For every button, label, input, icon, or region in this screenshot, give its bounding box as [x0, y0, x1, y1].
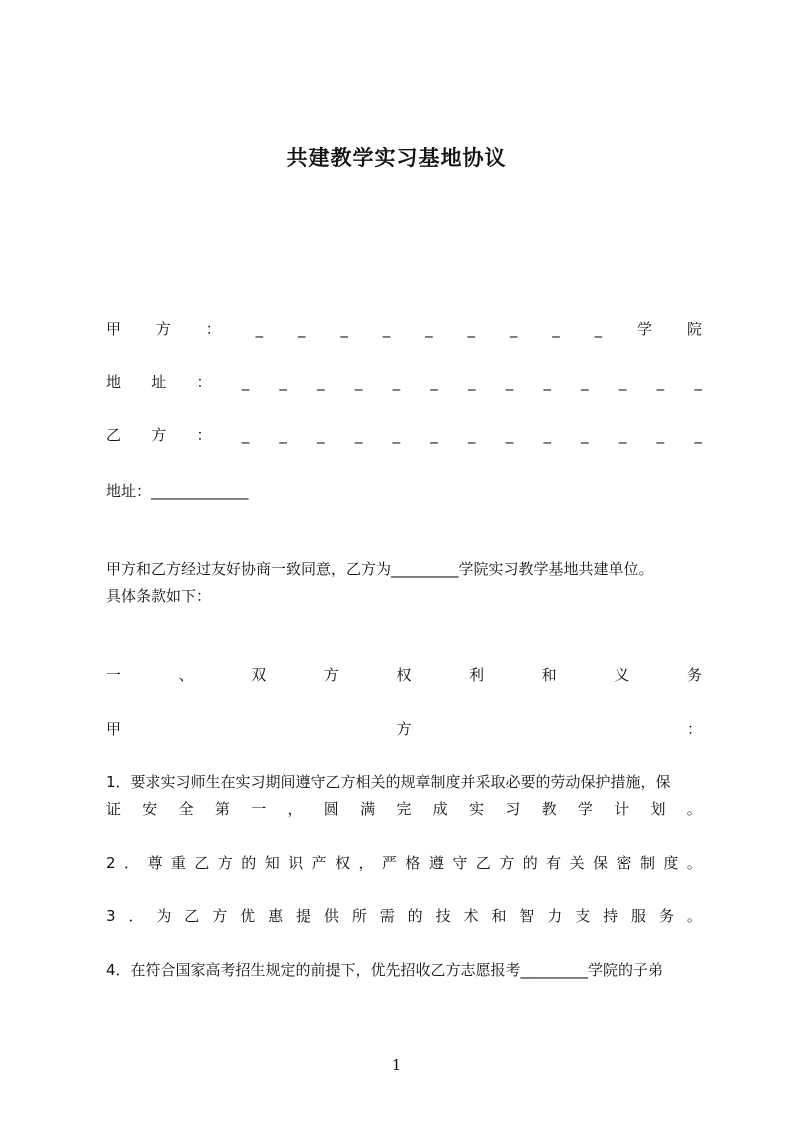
party-b-label-2: 方: [151, 426, 167, 444]
address-b-line: 地址：_____________: [106, 482, 249, 500]
address-a-label-1: 地: [106, 373, 122, 391]
party-a-suffix-2: 院: [686, 320, 702, 338]
party-a-heading: 甲 方 ：: [106, 720, 702, 738]
party-a-label-1: 甲: [106, 320, 122, 338]
clause-1-line-1: 1．要求实习师生在实习期间遵守乙方相关的规章制度并采取必要的劳动保护措施，保: [106, 773, 671, 791]
party-a-colon: ：: [205, 320, 221, 338]
section-heading-rights: 一 、 双 方 权 利 和 义 务: [106, 666, 702, 684]
clause-2: 2 ． 尊 重 乙 方 的 知 识 产 权 ， 严 格 遵 守 乙 方 的 有 关 保 密 制 度 。: [106, 854, 702, 872]
address-a-label-2: 址: [151, 373, 167, 391]
address-a-colon: ：: [196, 373, 212, 391]
clause-1-line-2: 证 安 全 第 一 ， 圆 满 完 成 实 习 教 学 计 划 。: [106, 800, 702, 818]
document-title: 共建教学实习基地协议: [286, 146, 507, 170]
party-a-label-2: 方: [155, 320, 171, 338]
page-number: 1: [391, 1056, 402, 1074]
intro-line-1: 甲方和乙方经过友好协商一致同意，乙方为_________学院实习教学基地共建单位。: [106, 560, 654, 578]
party-a-line: 甲 方 ： _ _ _ _ _ _ _ _ _ 学 院: [106, 320, 702, 338]
party-a-suffix-1: 学: [637, 320, 653, 338]
party-b-colon: ：: [196, 426, 212, 444]
clause-3: 3 ． 为 乙 方 优 惠 提 供 所 需 的 技 术 和 智 力 支 持 服 务 。: [106, 907, 702, 925]
party-b-line: 乙 方 ： _ _ _ _ _ _ _ _ _ _ _ _ _: [106, 426, 702, 444]
intro-line-2: 具体条款如下：: [106, 587, 212, 605]
party-b-label-1: 乙: [106, 426, 122, 444]
address-a-line: 地 址 ： _ _ _ _ _ _ _ _ _ _ _ _ _: [106, 373, 702, 391]
clause-4-line-1: 4．在符合国家高考招生规定的前提下，优先招收乙方志愿报考_________学院的子弟: [106, 961, 664, 979]
